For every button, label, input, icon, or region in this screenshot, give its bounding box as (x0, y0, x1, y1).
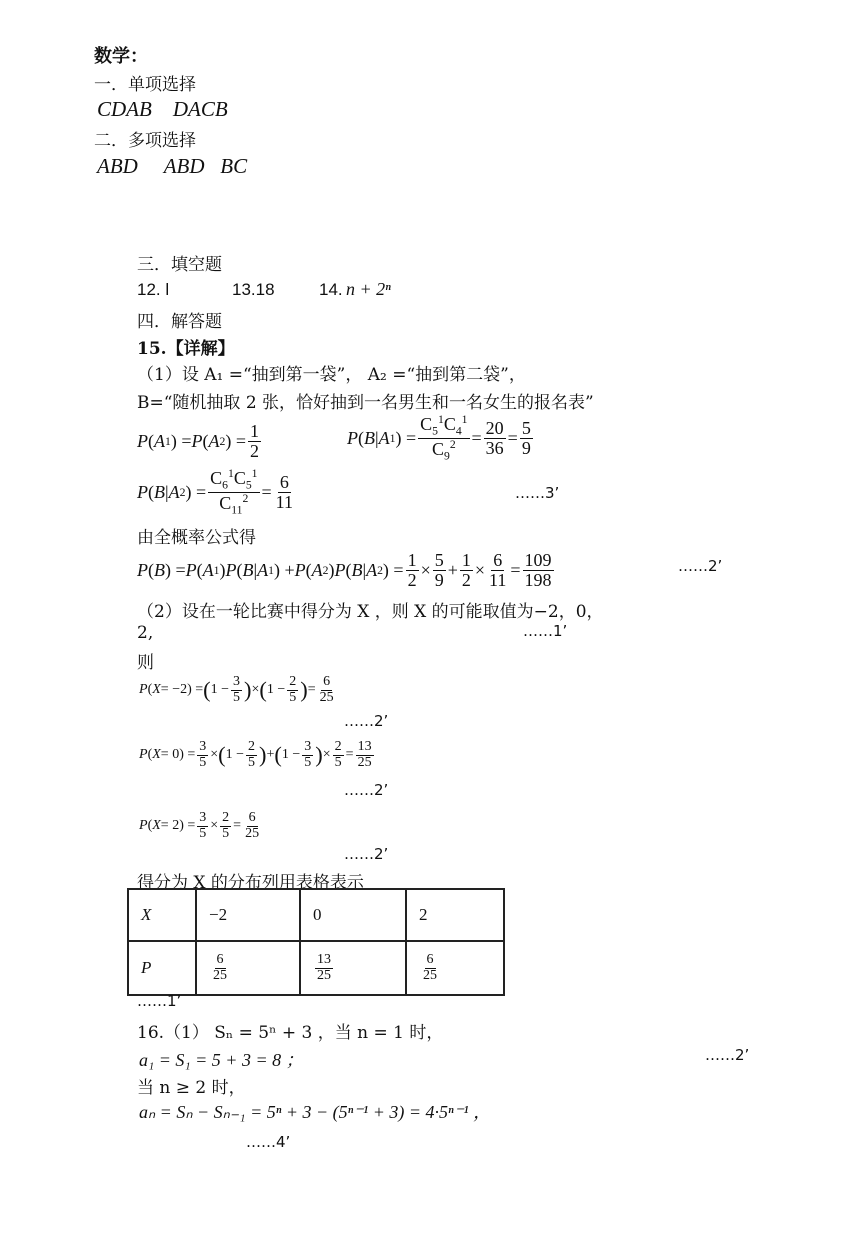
section-2-answers: ABD ABD BC (97, 154, 248, 178)
formula-p-b-given-a2: P ( B | A 2 ) = $\frac{C_6^1C_5^1}{C_{11}^2}$ = $\frac{6}{11}$ (137, 466, 294, 517)
section-1-answers: CDAB DACB (97, 97, 228, 121)
part2-line-cont: 2, (137, 623, 154, 643)
score-mark: ……2’ (344, 845, 389, 863)
subject-title: 数学： (94, 46, 148, 67)
score-mark: ……1’ (137, 992, 182, 1010)
q16-line3: 当 n ≥ 2 时， (137, 1078, 246, 1098)
table-header-cell: −2 (196, 889, 300, 941)
distribution-caption: 得分为 X 的分布列用表格表示 (137, 873, 364, 893)
table-row (128, 889, 504, 941)
table-header-cell: 0 (300, 889, 406, 941)
score-mark: ……2’ (344, 712, 389, 730)
table-header-cell: X (128, 889, 196, 941)
q15-line1: （1）设 A₁ =“抽到第一袋”， A₂ =“抽到第二袋”， (137, 365, 526, 385)
section-3-title: 三．填空题 (137, 255, 222, 275)
score-mark: ……2’ (705, 1046, 750, 1064)
formula-p-a1-a2: P ( A 1 ) = P ( A 2 ) = $\frac{1}{2}$ (137, 420, 259, 461)
formula-p-x-0: P ( X = 0) = $\frac{3}{5}$ × ( 1 − $\frac{2}{5}$ ) + ( 1 − $\frac{3}{5}$ ) × $\frac{2}{5}$ = $\frac{13}{25}$ (139, 738, 372, 770)
table-cell: $\frac{6}{25}$ (406, 941, 504, 995)
answer-14-label: 14. (319, 280, 343, 299)
total-probability-text: 由全概率公式得 (137, 528, 256, 548)
table-cell: $\frac{13}{25}$ (300, 941, 406, 995)
section-1-title: 一．单项选择 (94, 75, 196, 95)
score-mark: ……2’ (344, 781, 389, 799)
distribution-table (127, 888, 505, 996)
formula-p-b-total: P ( B ) = P ( A 1 ) P ( B | A 1 ) + P ( A 2 ) P ( B | A 2 ) = $\frac{1}{2}$ × $\frac{5}{9}$ + $\frac{1}{2}$ × $\frac{6}{11}$ = $\frac{109}{198}$ (137, 549, 552, 590)
table-row-label: P (128, 941, 196, 995)
formula-p-x-neg2: P ( X = −2) = ( 1 − $\frac{3}{5}$ ) × ( 1 − $\frac{2}{5}$ ) = $\frac{6}{25}$ (139, 673, 334, 705)
table-cell: $\frac{6}{25}$ (196, 941, 300, 995)
formula-p-x-2: P ( X = 2) = $\frac{3}{5}$ × $\frac{2}{5}$ = $\frac{6}{25}$ (139, 809, 260, 841)
q16-line2: a₁ = S₁ = 5 + 3 = 8 ； (139, 1050, 304, 1070)
answer-13: 13.18 (232, 280, 275, 299)
part2-line: （2）设在一轮比赛中得分为 X ，则 X 的可能取值为−2，0， (137, 602, 604, 622)
formula-p-b-given-a1: P ( B | A 1 ) = $\frac{C_5^1C_4^1}{C_9^2}$ = $\frac{20}{36}$ = $\frac{5}{9}$ (347, 412, 531, 463)
q16-line4: aₙ = Sₙ − Sₙ₋₁ = 5ⁿ + 3 − (5ⁿ⁻¹ + 3) = 4·5ⁿ⁻¹ ， (139, 1102, 492, 1122)
score-mark: ……1’ (523, 622, 568, 640)
score-mark: ……2’ (678, 557, 723, 575)
section-2-title: 二．多项选择 (94, 131, 196, 151)
score-mark: ……3’ (515, 484, 560, 502)
q16-line1: 16.（1） Sₙ = 5ⁿ + 3 ，当 n = 1 时， (137, 1023, 444, 1043)
section-4-title: 四．解答题 (137, 312, 222, 332)
table-header-cell: 2 (406, 889, 504, 941)
q15-heading: 15.【详解】 (137, 339, 235, 359)
q15-line2: B=“随机抽取 2 张，恰好抽到一名男生和一名女生的报名表” (137, 393, 594, 413)
answer-12: 12. l (137, 280, 170, 299)
score-mark: ……4’ (246, 1133, 291, 1151)
answer-14-expr: n + 2ⁿ (346, 279, 391, 299)
then-text: 则 (137, 653, 154, 673)
table-row (128, 941, 504, 995)
